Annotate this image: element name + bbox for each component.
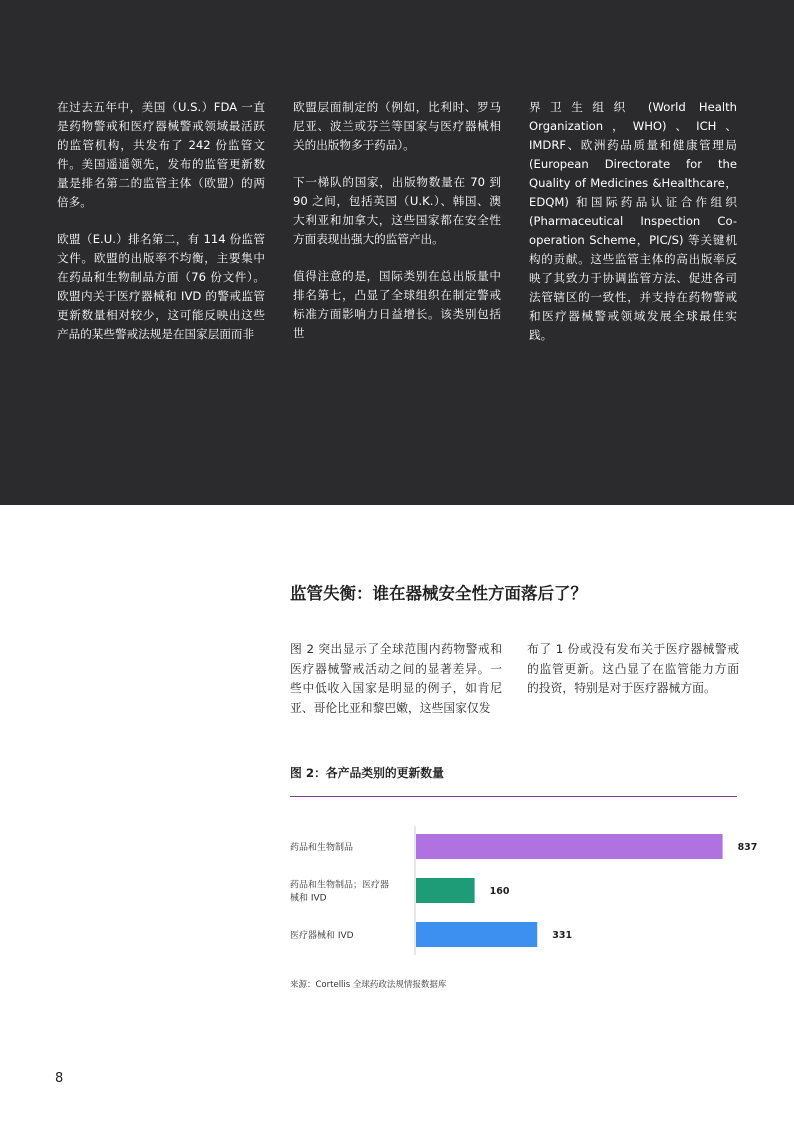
paragraph: 下一梯队的国家，出版物数量在 70 到 90 之间，包括英国（U.K.）、韩国、澳大利亚和加拿大，这些国家都在安全性方面表现出强大的监管产出。 xyxy=(293,175,501,246)
category-label: 药品和生物制品；医疗器械和 IVD xyxy=(290,880,390,904)
bar-value-label: 331 xyxy=(552,930,573,941)
paragraph: 在过去五年中，美国（U.S.）FDA 一直是药物警戒和医疗器械警戒领域最活跃的监管机构，共发布了 242 份监管文件。美国遥遥领先，发布的监管更新数量是排名第二的监管主体（欧盟）的两倍多。 xyxy=(57,100,265,209)
section-title: 监管失衡：谁在器械安全性方面落后了？ xyxy=(290,584,587,603)
paragraph: 欧盟层面制定的（例如，比利时、罗马尼亚、波兰或芬兰等国家与医疗器械相关的出版物多于药品）。 xyxy=(293,100,501,152)
category-label: 医疗器械和 IVD xyxy=(290,931,354,941)
paragraph: 值得注意的是，国际类别在总出版量中排名第七，凸显了全球组织在制定警戒标准方面影响力日益增长。该类别包括世 xyxy=(293,269,501,340)
figure-title: 图 2：各产品类别的更新数量 xyxy=(290,766,444,780)
category-label: 药品和生物制品 xyxy=(290,843,354,853)
section-body-column-1: 图 2 突出显示了全球范围内药物警戒和医疗器械警戒活动之间的显著差异。一些中低收入国家是明显的例子，如肯尼亚、哥伦比亚和黎巴嫩，这些国家仅发 xyxy=(290,642,502,715)
page-number: 8 xyxy=(55,1071,64,1086)
bar xyxy=(416,878,475,903)
bar xyxy=(416,922,537,947)
figure-source: 来源：Cortellis 全球药政法规情报数据库 xyxy=(290,980,447,990)
section-body-column-2: 布了 1 份或没有发布关于医疗器械警戒的监管更新。这凸显了在监管能力方面的投资，特别是对于医疗器械方面。 xyxy=(527,642,739,695)
paragraph: 欧盟（E.U.）排名第二，有 114 份监管文件。欧盟的出版率不均衡，主要集中在药品和生物制品方面（76 份文件）。欧盟内关于医疗器械和 IVD 的警戒监管更新数量相对较少，这可能反映出这些产品的某些警戒法规是在国家层面而非 xyxy=(57,232,265,341)
bar xyxy=(416,834,723,859)
bar-value-label: 160 xyxy=(489,886,510,897)
paragraph: 界卫生组织 (World Health Organization，WHO)、ICH、IMDRF、欧洲药品质量和健康管理局 (European Directorate for the Quality of Medicines &Healthcare，EDQM) 和国际药品认证合作组织 (Pharmaceutical Inspection Co-operation Scheme，PIC/S) 等关键机构的贡献。这些监管主体的高出版率反映了其致力于协调监管方法、促进各司法管辖区的一致性，并支持在药物警戒和医疗器械警戒领域发展全球最佳实践。 xyxy=(529,100,737,342)
bar-value-label: 837 xyxy=(737,842,758,853)
